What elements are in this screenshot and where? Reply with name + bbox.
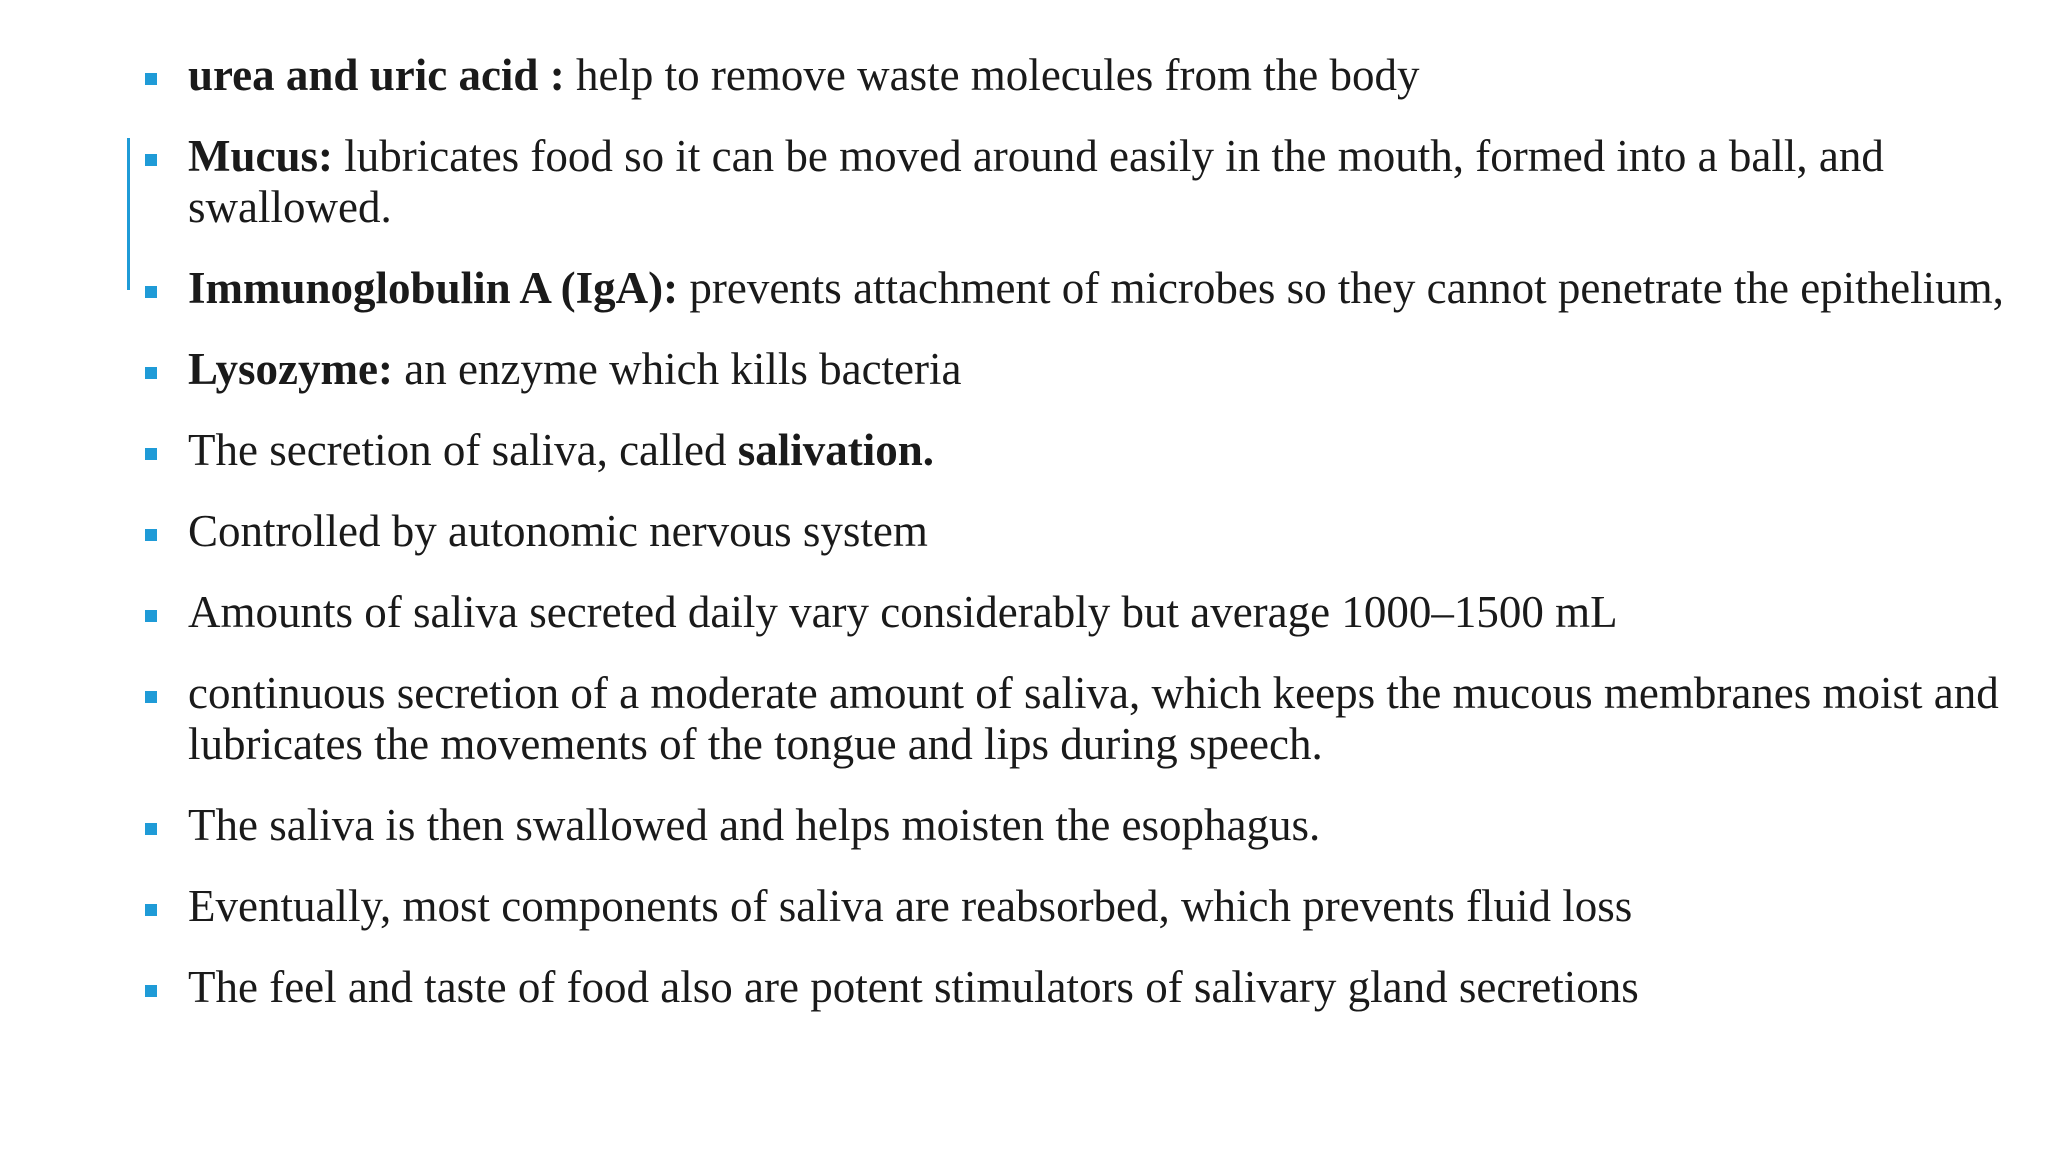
bullet-saliva-amount xyxy=(145,587,2025,638)
bullet-text: Eventually, most components of saliva are reabsorbed, which prevents fluid loss xyxy=(188,881,1633,931)
square-bullet-icon xyxy=(145,904,157,916)
bullet-term: salivation. xyxy=(737,425,935,475)
square-bullet-icon xyxy=(145,610,157,622)
bullet-text: The secretion of saliva, called xyxy=(188,425,738,475)
bullet-text: prevents attachment of microbes so they cannot penetrate the epithelium, xyxy=(678,263,2004,313)
bullet-continuous-secretion xyxy=(145,668,2025,770)
bullet-reabsorbed xyxy=(145,881,2025,932)
square-bullet-icon xyxy=(145,367,157,379)
bullet-iga xyxy=(145,263,2025,314)
bullet-text: continuous secretion of a moderate amount of saliva, which keeps the mucous membranes moist and lubricates the movements of the tongue and lips during speech. xyxy=(188,668,1999,769)
bullet-text: The saliva is then swallowed and helps moisten the esophagus. xyxy=(188,800,1321,850)
bullet-autonomic-control xyxy=(145,506,2025,557)
square-bullet-icon xyxy=(145,985,157,997)
bullet-text: Controlled by autonomic nervous system xyxy=(188,506,928,556)
square-bullet-icon xyxy=(145,823,157,835)
bullet-mucus xyxy=(145,131,2025,233)
bullet-term: Lysozyme: xyxy=(188,344,393,394)
bullet-text: lubricates food so it can be moved around easily in the mouth, formed into a ball, and swallowed. xyxy=(188,131,1884,232)
bullet-lysozyme xyxy=(145,344,2025,395)
bullet-term: urea and uric acid : xyxy=(188,50,565,100)
square-bullet-icon xyxy=(145,529,157,541)
bullet-term: Mucus: xyxy=(188,131,333,181)
bullet-text: an enzyme which kills bacteria xyxy=(392,344,962,394)
square-bullet-icon xyxy=(145,286,157,298)
square-bullet-icon xyxy=(145,154,157,166)
bullet-swallowed xyxy=(145,800,2025,851)
bullet-text: help to remove waste molecules from the body xyxy=(564,50,1420,100)
square-bullet-icon xyxy=(145,73,157,85)
accent-line xyxy=(127,138,130,290)
bullet-list xyxy=(145,50,2025,1043)
bullet-feel-taste xyxy=(145,962,2025,1013)
square-bullet-icon xyxy=(145,691,157,703)
bullet-urea-uric-acid xyxy=(145,50,2025,101)
bullet-text: Amounts of saliva secreted daily vary considerably but average 1000–1500 mL xyxy=(188,587,1618,637)
bullet-term: Immunoglobulin A (IgA): xyxy=(188,263,679,313)
square-bullet-icon xyxy=(145,448,157,460)
bullet-salivation xyxy=(145,425,2025,476)
bullet-text: The feel and taste of food also are potent stimulators of salivary gland secretions xyxy=(188,962,1639,1012)
